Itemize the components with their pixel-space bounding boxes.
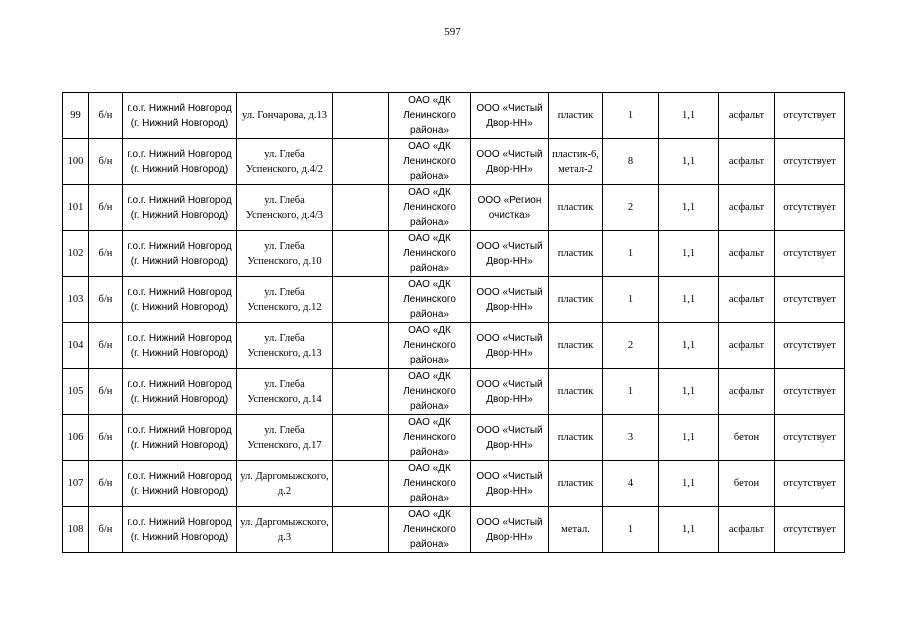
cell-volume: 1,1 <box>659 185 719 231</box>
cell-operator: ООО «Чистый Двор-НН» <box>471 507 549 553</box>
cell-surface: асфальт <box>719 507 775 553</box>
cell-address: ул. Глеба Успенского, д.10 <box>237 231 333 277</box>
cell-address: ул. Даргомыжского, д.3 <box>237 507 333 553</box>
cell-fence: отсутствует <box>775 507 845 553</box>
cell-number: 99 <box>63 93 89 139</box>
cell-locality: г.о.г. Нижний Новгород (г. Нижний Новгород) <box>123 231 237 277</box>
cell-count: 1 <box>603 369 659 415</box>
cell-owner: ОАО «ДК Ленинского района» <box>389 507 471 553</box>
cell-fence: отсутствует <box>775 369 845 415</box>
cell-operator: ООО «Чистый Двор-НН» <box>471 323 549 369</box>
cell-surface: асфальт <box>719 139 775 185</box>
cell-material: пластик <box>549 231 603 277</box>
cell-number: 105 <box>63 369 89 415</box>
cell-locality: г.о.г. Нижний Новгород (г. Нижний Новгород) <box>123 415 237 461</box>
cell-surface: асфальт <box>719 277 775 323</box>
cell-material: пластик <box>549 323 603 369</box>
cell-number: 100 <box>63 139 89 185</box>
cell-count: 4 <box>603 461 659 507</box>
cell-count: 1 <box>603 277 659 323</box>
cell-material: пластик <box>549 93 603 139</box>
cell-owner: ОАО «ДК Ленинского района» <box>389 185 471 231</box>
container-sites-table <box>62 92 845 553</box>
cell-empty <box>333 507 389 553</box>
table-row <box>63 277 845 323</box>
cell-empty <box>333 369 389 415</box>
cell-volume: 1,1 <box>659 93 719 139</box>
cell-operator: ООО «Чистый Двор-НН» <box>471 231 549 277</box>
cell-material: пластик <box>549 369 603 415</box>
cell-owner: ОАО «ДК Ленинского района» <box>389 93 471 139</box>
cell-empty <box>333 185 389 231</box>
page-number: 597 <box>444 26 461 38</box>
cell-material: пластик <box>549 461 603 507</box>
cell-empty <box>333 277 389 323</box>
table-row <box>63 231 845 277</box>
cell-fence: отсутствует <box>775 277 845 323</box>
cell-operator: ООО «Чистый Двор-НН» <box>471 369 549 415</box>
cell-empty <box>333 461 389 507</box>
cell-owner: ОАО «ДК Ленинского района» <box>389 415 471 461</box>
cell-mark: б/н <box>89 461 123 507</box>
cell-owner: ОАО «ДК Ленинского района» <box>389 323 471 369</box>
cell-locality: г.о.г. Нижний Новгород (г. Нижний Новгород) <box>123 185 237 231</box>
cell-address: ул. Глеба Успенского, д.14 <box>237 369 333 415</box>
cell-locality: г.о.г. Нижний Новгород (г. Нижний Новгород) <box>123 461 237 507</box>
cell-locality: г.о.г. Нижний Новгород (г. Нижний Новгород) <box>123 369 237 415</box>
cell-mark: б/н <box>89 323 123 369</box>
cell-material: пластик-6, метал-2 <box>549 139 603 185</box>
cell-mark: б/н <box>89 231 123 277</box>
cell-fence: отсутствует <box>775 231 845 277</box>
cell-fence: отсутствует <box>775 323 845 369</box>
cell-address: ул. Глеба Успенского, д.13 <box>237 323 333 369</box>
cell-address: ул. Глеба Успенского, д.12 <box>237 277 333 323</box>
cell-mark: б/н <box>89 369 123 415</box>
cell-empty <box>333 415 389 461</box>
cell-owner: ОАО «ДК Ленинского района» <box>389 369 471 415</box>
table-body <box>63 93 845 553</box>
cell-volume: 1,1 <box>659 415 719 461</box>
cell-surface: асфальт <box>719 185 775 231</box>
cell-material: метал. <box>549 507 603 553</box>
cell-number: 108 <box>63 507 89 553</box>
cell-number: 107 <box>63 461 89 507</box>
cell-address: ул. Глеба Успенского, д.17 <box>237 415 333 461</box>
table-row <box>63 93 845 139</box>
table-row <box>63 415 845 461</box>
cell-owner: ОАО «ДК Ленинского района» <box>389 139 471 185</box>
cell-address: ул. Глеба Успенского, д.4/3 <box>237 185 333 231</box>
cell-empty <box>333 139 389 185</box>
cell-volume: 1,1 <box>659 139 719 185</box>
cell-operator: ООО «Чистый Двор-НН» <box>471 139 549 185</box>
cell-volume: 1,1 <box>659 461 719 507</box>
cell-address: ул. Глеба Успенского, д.4/2 <box>237 139 333 185</box>
cell-volume: 1,1 <box>659 323 719 369</box>
cell-mark: б/н <box>89 507 123 553</box>
cell-surface: асфальт <box>719 369 775 415</box>
cell-mark: б/н <box>89 415 123 461</box>
cell-fence: отсутствует <box>775 93 845 139</box>
cell-operator: ООО «Чистый Двор-НН» <box>471 277 549 323</box>
cell-fence: отсутствует <box>775 139 845 185</box>
cell-owner: ОАО «ДК Ленинского района» <box>389 461 471 507</box>
cell-count: 3 <box>603 415 659 461</box>
cell-empty <box>333 323 389 369</box>
cell-count: 1 <box>603 507 659 553</box>
cell-owner: ОАО «ДК Ленинского района» <box>389 277 471 323</box>
table-row <box>63 323 845 369</box>
cell-address: ул. Гончарова, д.13 <box>237 93 333 139</box>
cell-surface: асфальт <box>719 323 775 369</box>
cell-locality: г.о.г. Нижний Новгород (г. Нижний Новгород) <box>123 139 237 185</box>
cell-number: 104 <box>63 323 89 369</box>
cell-volume: 1,1 <box>659 507 719 553</box>
cell-operator: ООО «Регион очистка» <box>471 185 549 231</box>
cell-material: пластик <box>549 277 603 323</box>
cell-volume: 1,1 <box>659 369 719 415</box>
cell-locality: г.о.г. Нижний Новгород (г. Нижний Новгород) <box>123 277 237 323</box>
cell-number: 106 <box>63 415 89 461</box>
cell-material: пластик <box>549 415 603 461</box>
cell-empty <box>333 231 389 277</box>
cell-operator: ООО «Чистый Двор-НН» <box>471 93 549 139</box>
cell-count: 1 <box>603 231 659 277</box>
cell-owner: ОАО «ДК Ленинского района» <box>389 231 471 277</box>
cell-volume: 1,1 <box>659 277 719 323</box>
cell-surface: бетон <box>719 461 775 507</box>
table-row <box>63 461 845 507</box>
cell-address: ул. Даргомыжского, д.2 <box>237 461 333 507</box>
cell-volume: 1,1 <box>659 231 719 277</box>
cell-mark: б/н <box>89 185 123 231</box>
cell-locality: г.о.г. Нижний Новгород (г. Нижний Новгород) <box>123 507 237 553</box>
cell-number: 101 <box>63 185 89 231</box>
cell-mark: б/н <box>89 139 123 185</box>
table-row <box>63 369 845 415</box>
cell-fence: отсутствует <box>775 461 845 507</box>
cell-material: пластик <box>549 185 603 231</box>
cell-empty <box>333 93 389 139</box>
table-row <box>63 185 845 231</box>
cell-surface: асфальт <box>719 231 775 277</box>
cell-count: 1 <box>603 93 659 139</box>
cell-number: 102 <box>63 231 89 277</box>
table-row <box>63 507 845 553</box>
cell-count: 2 <box>603 323 659 369</box>
cell-mark: б/н <box>89 93 123 139</box>
cell-number: 103 <box>63 277 89 323</box>
table-row <box>63 139 845 185</box>
cell-fence: отсутствует <box>775 415 845 461</box>
cell-operator: ООО «Чистый Двор-НН» <box>471 461 549 507</box>
cell-surface: бетон <box>719 415 775 461</box>
cell-count: 2 <box>603 185 659 231</box>
cell-surface: асфальт <box>719 93 775 139</box>
cell-operator: ООО «Чистый Двор-НН» <box>471 415 549 461</box>
cell-locality: г.о.г. Нижний Новгород (г. Нижний Новгород) <box>123 323 237 369</box>
cell-fence: отсутствует <box>775 185 845 231</box>
cell-count: 8 <box>603 139 659 185</box>
cell-locality: г.о.г. Нижний Новгород (г. Нижний Новгород) <box>123 93 237 139</box>
cell-mark: б/н <box>89 277 123 323</box>
